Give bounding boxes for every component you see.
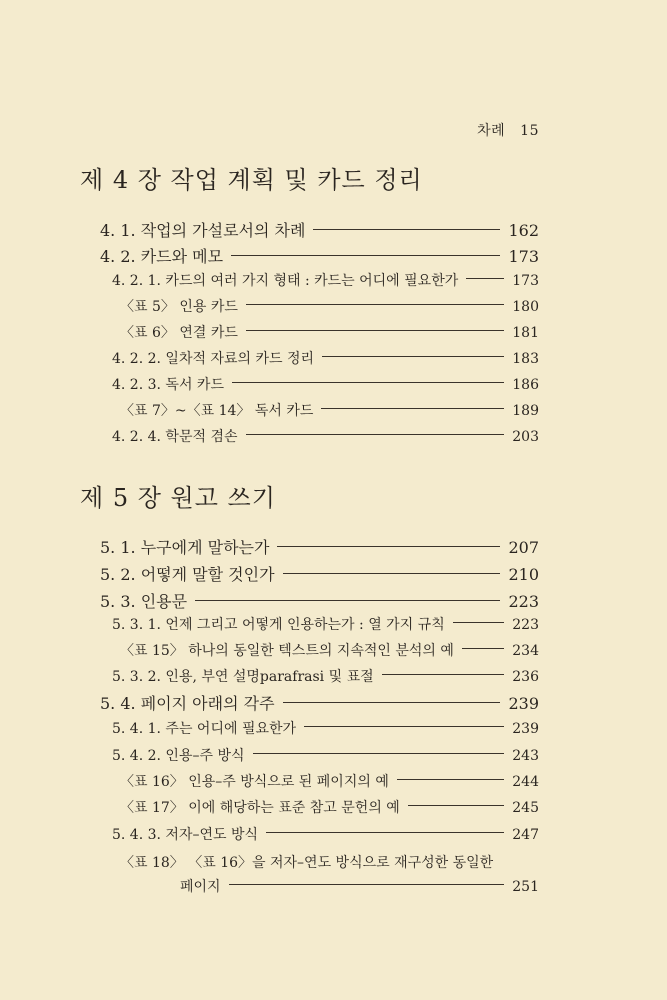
toc-entry[interactable] (112, 824, 539, 846)
toc-entry-page: 239 (512, 721, 539, 737)
toc-entry-text: 5. 4. 2. 인용–주 방식 (112, 748, 245, 764)
toc-entry-text: 5. 4. 3. 저자–연도 방식 (112, 827, 259, 843)
toc-entry-page: 245 (512, 800, 539, 816)
toc-entry[interactable] (112, 426, 539, 448)
running-head: 차례 (477, 123, 506, 139)
toc-entry-text: 〈표 16〉 인용–주 방식으로 된 페이지의 예 (120, 774, 389, 790)
toc-leader (283, 702, 501, 703)
toc-entry[interactable] (100, 244, 539, 266)
toc-entry-line2 (120, 876, 539, 898)
toc-entry-page: 244 (512, 774, 539, 790)
toc-entry-text: 4. 2. 카드와 메모 (100, 247, 224, 266)
toc-entry-text: 〈표 18〉 〈표 16〉을 저자–연도 방식으로 재구성한 동일한 (120, 855, 494, 871)
toc-entry-text: 〈표 15〉 하나의 동일한 텍스트의 지속적인 분석의 예 (120, 643, 454, 659)
toc-leader (246, 434, 505, 435)
toc-entry[interactable] (112, 614, 539, 636)
toc-entry-text: 4. 2. 4. 학문적 겸손 (112, 429, 238, 445)
toc-entry[interactable] (120, 640, 539, 662)
toc-leader (466, 278, 504, 279)
toc-entry[interactable] (120, 296, 539, 318)
toc-entry[interactable] (112, 270, 539, 292)
toc-entry-page: 183 (512, 351, 539, 367)
toc-entry[interactable] (120, 400, 539, 422)
toc-leader (462, 648, 504, 649)
toc-entry-page: 173 (508, 247, 539, 266)
toc-entry[interactable] (112, 718, 539, 740)
toc-leader (321, 408, 504, 409)
toc-entry[interactable] (120, 771, 539, 793)
toc-leader (246, 330, 504, 331)
toc-entry-text: 4. 1. 작업의 가설로서의 차례 (100, 221, 306, 240)
toc-entry-text: 5. 1. 누구에게 말하는가 (100, 538, 270, 557)
toc-entry-page: 181 (512, 325, 539, 341)
toc-entry-page: 173 (512, 273, 539, 289)
toc-entry-page: 236 (512, 669, 539, 685)
toc-entry[interactable] (100, 218, 539, 240)
toc-entry-text: 〈표 7〉~〈표 14〉 독서 카드 (120, 403, 314, 419)
toc-entry-multiline[interactable] (120, 852, 539, 898)
toc-entry[interactable] (112, 745, 539, 767)
toc-entry-text: 5. 4. 페이지 아래의 각주 (100, 694, 275, 713)
toc-entry-page: 186 (512, 377, 539, 393)
toc-entry-page: 210 (508, 565, 539, 584)
toc-leader (277, 546, 500, 547)
toc-entry-text: 5. 3. 1. 언제 그리고 어떻게 인용하는가 : 열 가지 규칙 (112, 617, 445, 633)
chapter-5-title: 제 5 장 원고 쓰기 (80, 484, 276, 512)
toc-leader (453, 622, 505, 623)
toc-entry-page: 223 (512, 617, 539, 633)
toc-entry[interactable] (112, 666, 539, 688)
toc-entry-text: 〈표 17〉 이에 해당하는 표준 참고 문헌의 예 (120, 800, 400, 816)
toc-entry-page: 234 (512, 643, 539, 659)
toc-entry-text: 5. 2. 어떻게 말할 것인가 (100, 565, 275, 584)
toc-entry[interactable] (100, 562, 539, 584)
toc-entry[interactable] (100, 589, 539, 611)
page-header (477, 120, 539, 140)
toc-entry-text: 〈표 5〉 인용 카드 (120, 299, 238, 315)
toc-leader (231, 255, 500, 256)
toc-entry[interactable] (100, 691, 539, 713)
toc-entry-page: 180 (512, 299, 539, 315)
toc-entry-page: 247 (512, 827, 539, 843)
toc-entry-page: 162 (508, 221, 539, 240)
toc-entry-page: 251 (512, 879, 539, 895)
toc-leader (304, 726, 504, 727)
toc-entry[interactable] (120, 797, 539, 819)
toc-leader (232, 382, 504, 383)
page-number: 15 (520, 123, 539, 139)
toc-leader (253, 753, 505, 754)
toc-leader (408, 805, 504, 806)
toc-entry-page: 239 (508, 694, 539, 713)
toc-entry-page: 203 (512, 429, 539, 445)
toc-leader (382, 674, 505, 675)
toc-leader (283, 573, 501, 574)
toc-entry[interactable] (100, 535, 539, 557)
toc-leader (195, 600, 500, 601)
toc-leader (322, 356, 504, 357)
toc-entry[interactable] (112, 348, 539, 370)
toc-entry[interactable] (120, 322, 539, 344)
toc-entry[interactable] (112, 374, 539, 396)
chapter-4-title: 제 4 장 작업 계획 및 카드 정리 (80, 166, 423, 194)
toc-entry-text: 4. 2. 3. 독서 카드 (112, 377, 224, 393)
toc-entry-page: 207 (508, 538, 539, 557)
toc-entry-text: 4. 2. 2. 일차적 자료의 카드 정리 (112, 351, 315, 367)
toc-entry-text: 4. 2. 1. 카드의 여러 가지 형태 : 카드는 어디에 필요한가 (112, 273, 459, 289)
toc-leader (397, 779, 504, 780)
toc-entry-text-continued: 페이지 (180, 879, 221, 895)
toc-entry-text: 5. 4. 1. 주는 어디에 필요한가 (112, 721, 297, 737)
toc-entry-page: 223 (508, 592, 539, 611)
toc-leader (313, 229, 500, 230)
toc-leader (229, 884, 505, 885)
toc-leader (246, 304, 504, 305)
toc-entry-text: 〈표 6〉 연결 카드 (120, 325, 238, 341)
toc-leader (266, 832, 504, 833)
toc-entry-page: 243 (512, 748, 539, 764)
toc-entry-text: 5. 3. 2. 인용, 부연 설명parafrasi 및 표절 (112, 669, 374, 685)
toc-entry-page: 189 (512, 403, 539, 419)
toc-entry-text: 5. 3. 인용문 (100, 592, 188, 611)
